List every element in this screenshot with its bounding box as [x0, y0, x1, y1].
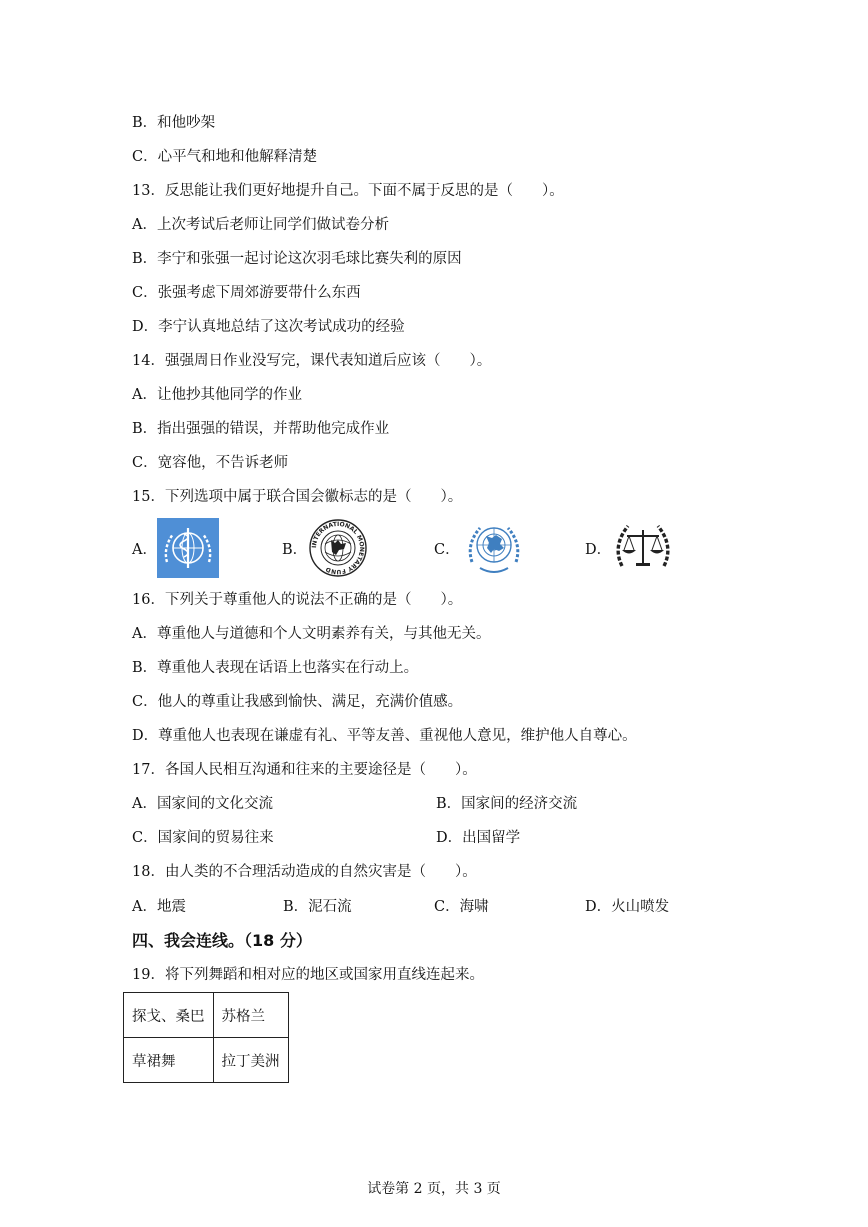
table-cell: 拉丁美洲	[213, 1038, 288, 1083]
option-cell: C．海啸	[434, 899, 489, 915]
option-line: A．上次考试后老师让同学们做试卷分析	[132, 217, 389, 233]
question-13-stem: 13．反思能让我们更好地提升自己。下面不属于反思的是（ ）。	[132, 183, 564, 199]
option-cell: D．出国留学	[436, 830, 521, 846]
table-cell: 草裙舞	[124, 1038, 214, 1083]
option-cell: A．地震	[132, 899, 186, 915]
scales-wreath-icon	[610, 518, 676, 578]
option-line: C．张强考虑下周郊游要带什么东西	[132, 285, 361, 301]
question-18-stem: 18．由人类的不合理活动造成的自然灾害是（ ）。	[132, 864, 477, 880]
option-line: C．心平气和地和他解释清楚	[132, 149, 318, 165]
option-line: B．和他吵架	[132, 115, 216, 131]
option-cell: C．国家间的贸易往来	[132, 830, 274, 846]
question-19-stem: 19．将下列舞蹈和相对应的地区或国家用直线连起来。	[132, 967, 484, 983]
option-label: C．	[434, 542, 460, 558]
option-cell: B．泥石流	[283, 899, 352, 915]
table-row	[124, 993, 289, 1038]
imf-seal-text: INTERNATIONAL MONETARY FUND	[310, 520, 366, 576]
un-emblem-icon	[462, 518, 526, 578]
option-line: D．李宁认真地总结了这次考试成功的经验	[132, 319, 405, 335]
option-line: A．让他抄其他同学的作业	[132, 387, 302, 403]
option-label: D．	[585, 542, 612, 558]
section-heading: 四、我会连线。（18 分）	[132, 931, 312, 950]
option-line: C．宽容他，不告诉老师	[132, 455, 289, 471]
option-label: A．	[132, 542, 157, 558]
option-line: B．指出强强的错误，并帮助他完成作业	[132, 421, 390, 437]
option-cell: B．国家间的经济交流	[436, 796, 578, 812]
logo-options-row	[132, 518, 692, 580]
option-line: D．尊重他人也表现在谦虚有礼、平等友善、重视他人意见，维护他人自尊心。	[132, 728, 637, 744]
table-row	[124, 1038, 289, 1083]
question-17-stem: 17．各国人民相互沟通和往来的主要途径是（ ）。	[132, 762, 477, 778]
matching-table	[123, 992, 289, 1083]
question-16-stem: 16．下列关于尊重他人的说法不正确的是（ ）。	[132, 592, 463, 608]
option-cell: A．国家间的文化交流	[132, 796, 273, 812]
table-cell: 探戈、桑巴	[124, 993, 214, 1038]
option-cell: D．火山喷发	[585, 899, 670, 915]
option-line: B．李宁和张强一起讨论这次羽毛球比赛失利的原因	[132, 251, 462, 267]
question-15-stem: 15．下列选项中属于联合国会徽标志的是（ ）。	[132, 489, 463, 505]
question-14-stem: 14．强强周日作业没写完，课代表知道后应该（ ）。	[132, 353, 492, 369]
table-cell: 苏格兰	[213, 993, 288, 1038]
option-line: A．尊重他人与道德和个人文明素养有关，与其他无关。	[132, 626, 491, 642]
imf-seal-icon	[307, 518, 369, 578]
option-label: B．	[282, 542, 308, 558]
who-emblem-icon	[157, 518, 219, 578]
page-footer: 试卷第 2 页，共 3 页	[367, 1181, 501, 1197]
option-line: C．他人的尊重让我感到愉快、满足，充满价值感。	[132, 694, 463, 710]
option-line: B．尊重他人表现在话语上也落实在行动上。	[132, 660, 419, 676]
